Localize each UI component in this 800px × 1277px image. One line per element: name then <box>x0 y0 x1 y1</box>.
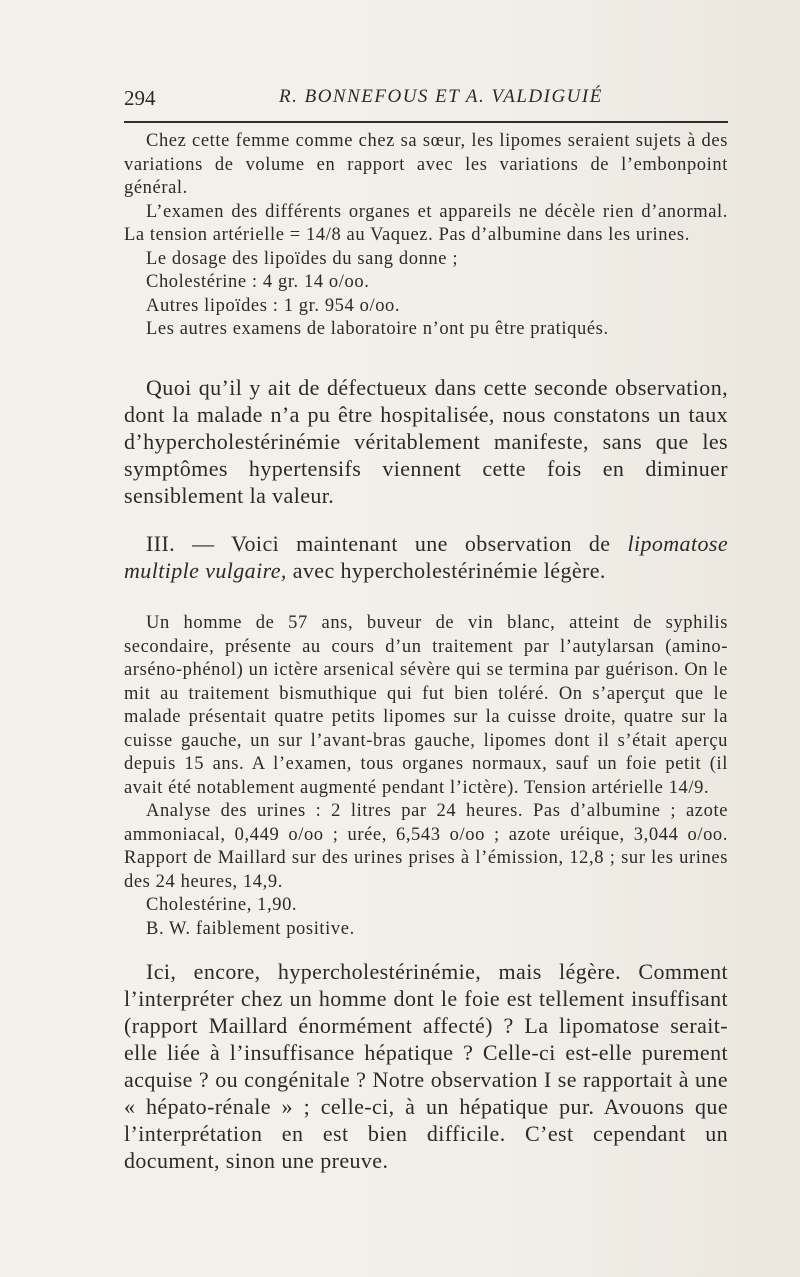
paragraph-examen: L’examen des différents organes et appareils ne décèle rien d’anormal. La tension artérielle = 14/8 au Vaquez. Pas d’albumine dans les urines. <box>124 201 728 245</box>
section-three-lead: III. — Voici maintenant une observation de <box>146 531 628 556</box>
line-cholesterine: Cholestérine : 4 gr. 14 o/oo. <box>146 272 370 292</box>
commentary-block <box>124 374 728 509</box>
case-report-block <box>124 612 728 941</box>
running-head: R. BONNEFOUS ET A. VALDIGUIÉ <box>279 86 603 107</box>
section-three-heading <box>124 530 728 584</box>
header-rule <box>124 121 728 123</box>
section-three-tail: avec hypercholestérinémie légère. <box>286 558 606 583</box>
paragraph-lipomes-variations: Chez cette femme comme chez sa sœur, les lipomes seraient sujets à des variations de volume en rapport avec les variations de l’embonpoint général. <box>124 131 728 198</box>
observation-text-block <box>124 130 728 342</box>
line-autres-examens: Les autres examens de laboratoire n’ont pu être pratiqués. <box>146 319 609 339</box>
paragraph-urine-analysis: Analyse des urines : 2 litres par 24 heures. Pas d’albumine ; azote ammoniacal, 0,449 o/oo ; urée, 6,543 o/oo ; azote uréique, 3,044 o/oo. Rapport de Maillard sur des urines prises à l’émission, 12,8 ; sur les urines des 24 heures, 14,9. <box>124 801 728 892</box>
paragraph-discussion: Ici, encore, hypercholestérinémie, mais légère. Comment l’interpréter chez un homme dont le foie est tellement insuffisant (rapport Maillard énormément affecté) ? La lipomatose serait-elle liée à l’insuffisance hépatique ? Celle-ci est-elle purement acquise ? ou congénitale ? Notre observation I se rapportait à une « hépato-rénale » ; celle-ci, à un hépatique pur. Avouons que l’interprétation en est bien difficile. C’est cependant un document, sinon une preuve. <box>124 959 728 1173</box>
section-three-italic: lipomatose multiple vulgaire, <box>124 531 728 583</box>
line-bw-result: B. W. faiblement positive. <box>146 918 355 939</box>
paragraph-section-three <box>124 530 728 584</box>
line-autres-lipoides: Autres lipoïdes : 1 gr. 954 o/oo. <box>146 295 401 316</box>
page-header <box>124 86 728 114</box>
paragraph-case-history: Un homme de 57 ans, buveur de vin blanc, atteint de syphilis secondaire, présente au cours d’un traitement par l’autylarsan (amino-arséno-phénol) un ictère arsenical sévère qui se termina par guérison. On le mit au traitement bismuthique qui fut bien toléré. On s’aperçut que le malade présentait quatre petits lipomes sur la cuisse droite, quatre sur la cuisse gauche, un sur l’avant-bras gauche, lipomes dont il s’était aperçu depuis 15 ans. A l’examen, tous organes normaux, sauf un foie petit (il avait été notablement augmenté pendant l’ictère). Tension artérielle 14/9. <box>124 613 728 798</box>
discussion-block <box>124 958 728 1174</box>
paragraph-commentary: Quoi qu’il y ait de défectueux dans cette seconde observation, dont la malade n’a pu être hospitalisée, nous constatons un taux d’hypercholestérinémie véritablement manifeste, sans que les symptômes hypertensifs viennent cette fois en diminuer sensiblement la valeur. <box>124 375 728 508</box>
line-cholesterine-value: Cholestérine, 1,90. <box>146 895 298 915</box>
page-number: 294 <box>124 86 156 110</box>
line-dosage: Le dosage des lipoïdes du sang donne ; <box>146 248 459 269</box>
